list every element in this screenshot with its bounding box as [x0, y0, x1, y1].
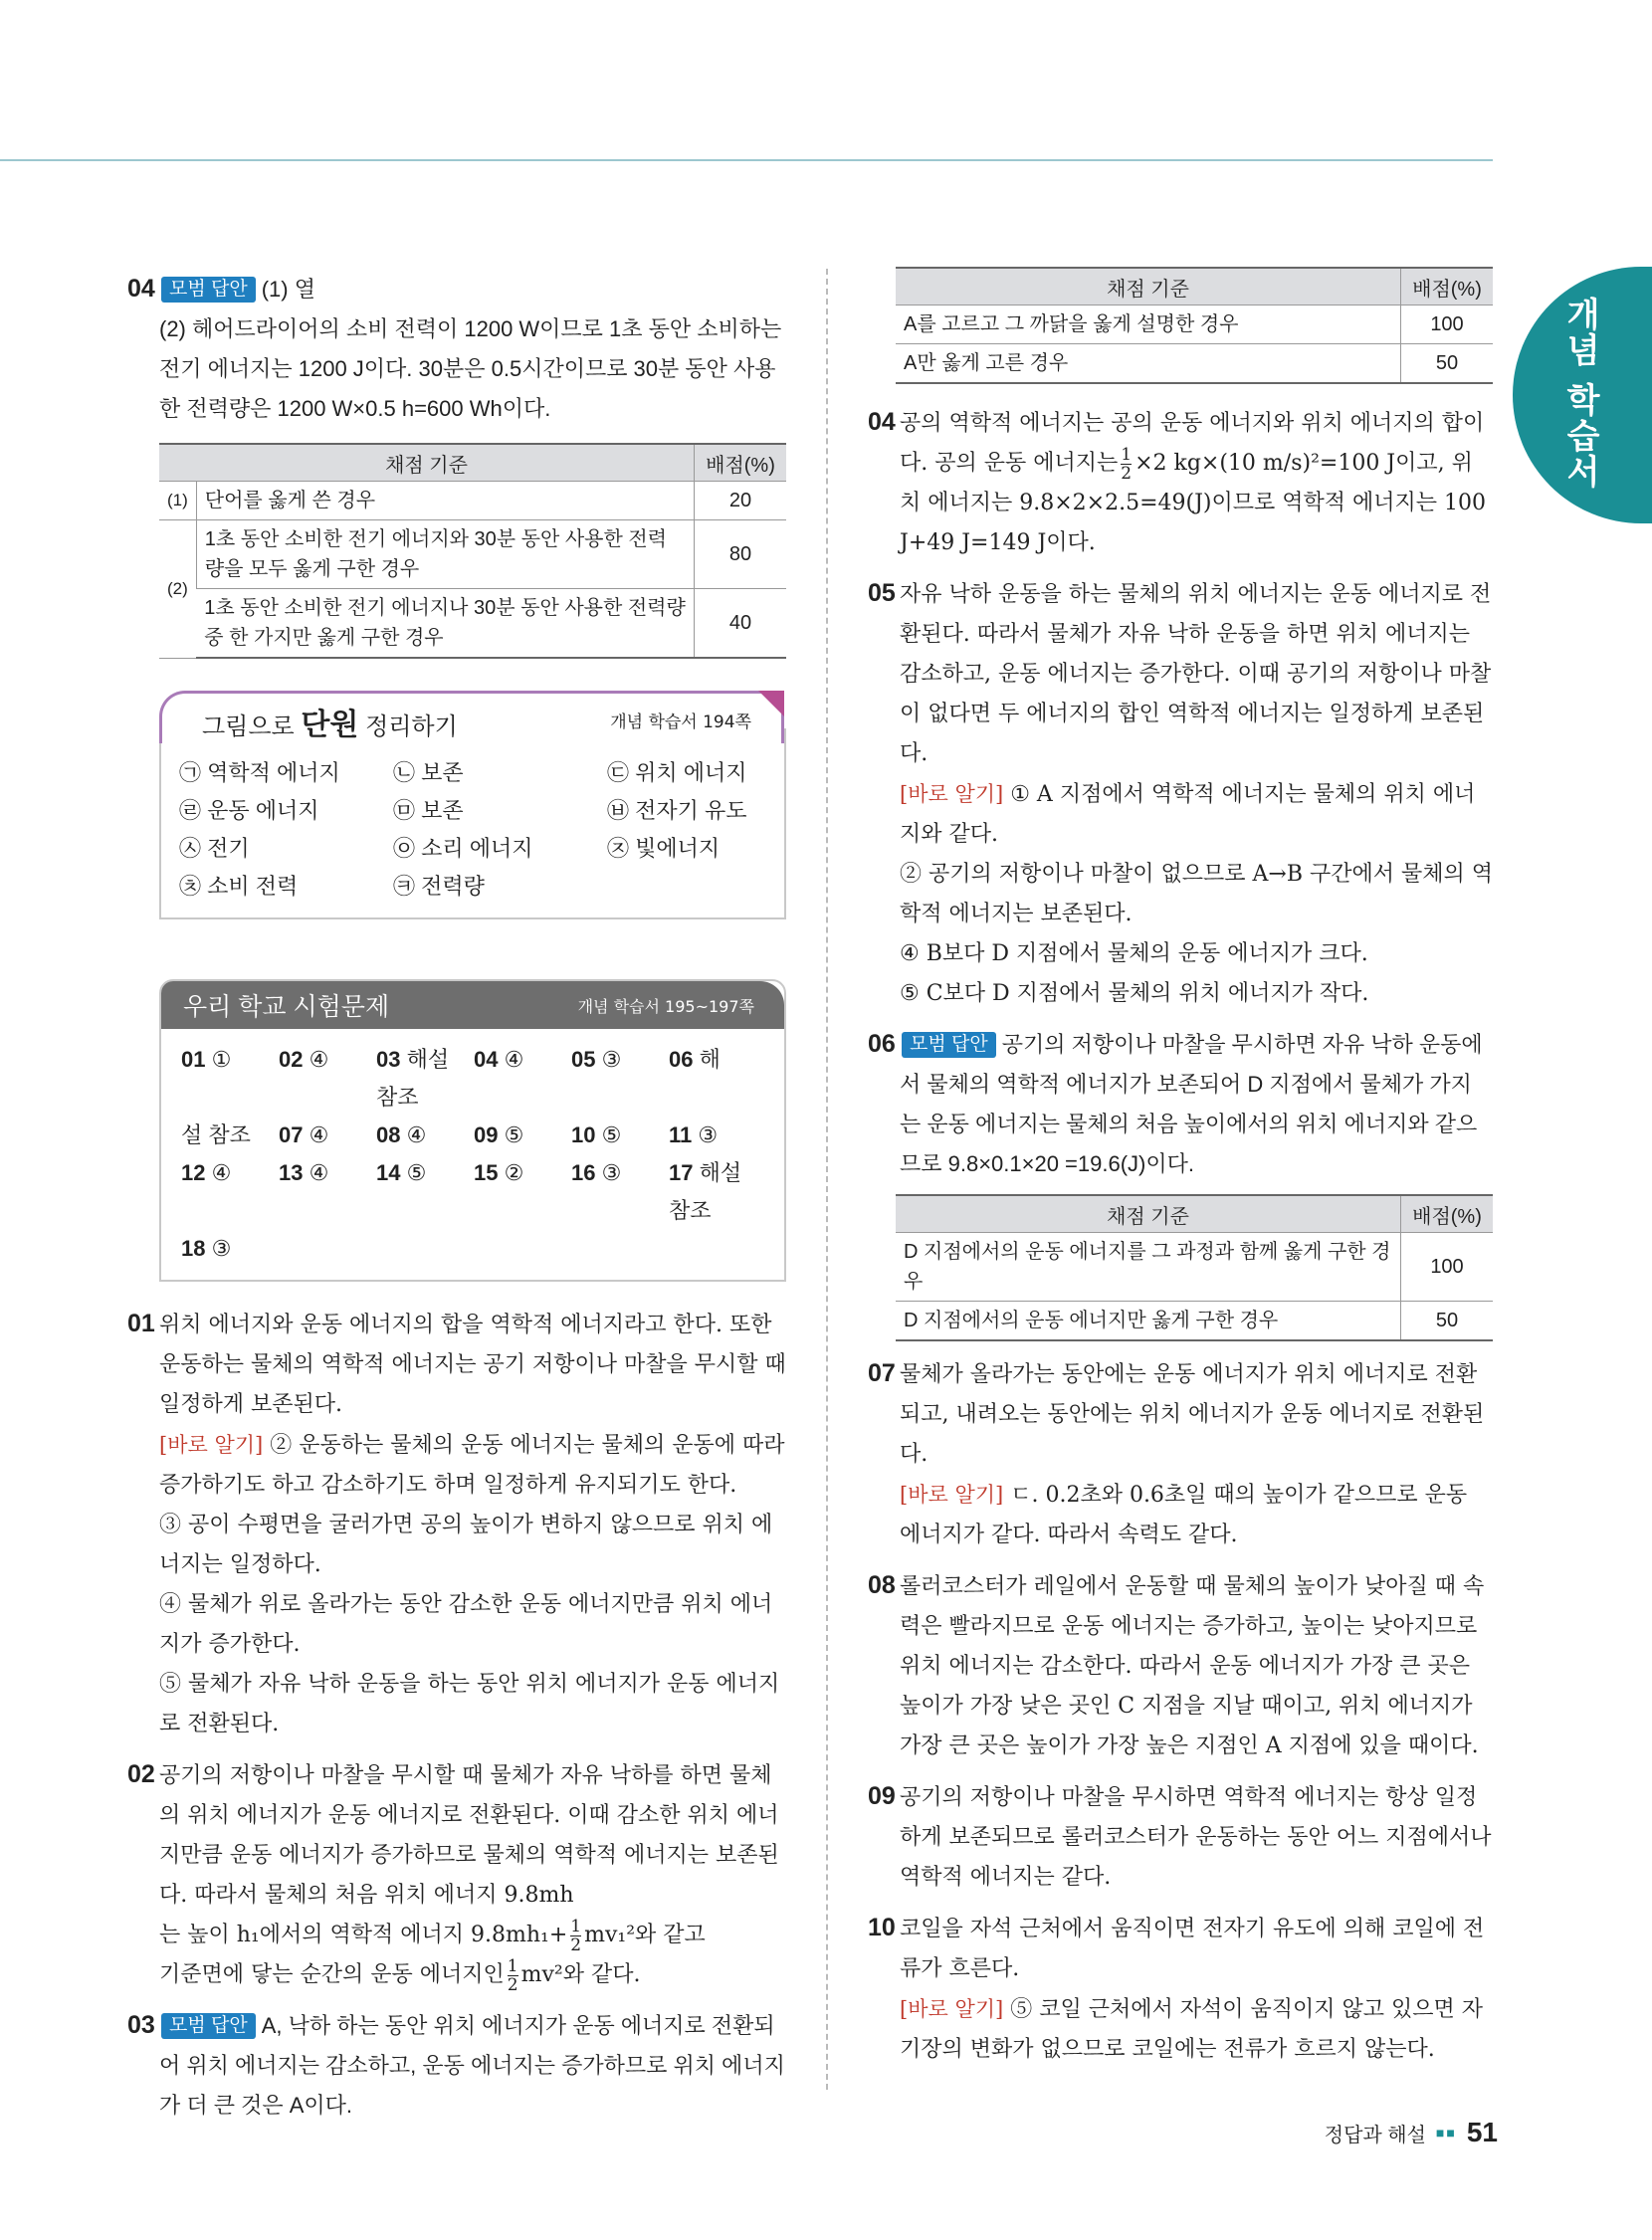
table-row: D 지점에서의 운동 에너지를 그 과정과 함께 옳게 구한 경우 100 — [896, 1233, 1493, 1302]
table-header: 채점 기준 — [896, 1195, 1401, 1233]
scoring-table — [896, 267, 1493, 384]
fraction: $\frac{1}{2}$ — [570, 1916, 582, 1955]
table-header: 배점(%) — [1401, 1195, 1494, 1233]
answer-key-item: 15 ② — [474, 1160, 524, 1185]
table-header: 배점(%) — [1401, 268, 1494, 305]
model-answer-badge: 모범 답안 — [161, 277, 256, 303]
header-rule — [0, 159, 1493, 161]
answer-03: 03 모범 답안 A, 낙하 하는 동안 위치 에너지가 운동 에너지로 전환되어 위치 에너지는 감소하고, 운동 에너지는 증가하므로 위치 에너지가 더 큰 것은 A이다. — [159, 2005, 786, 2126]
summary-item: ㉩ 소비 전력 — [179, 874, 299, 899]
unit-summary-box — [159, 709, 786, 919]
answer-key-item: 01 ① — [181, 1047, 232, 1072]
unit-summary-header — [159, 691, 784, 743]
right-column — [864, 267, 1493, 2080]
answer-02: 02 공기의 저항이나 마찰을 무시할 때 물체가 자유 낙하를 하면 물체의 위치 에너지가 운동 에너지로 전환된다. 이때 감소한 위치 에너지만큼 운동 에너지가 증가하므로 물체의 역학적 에너지는 보존된다. 따라서 물체의 처음 위치 에너지 9.8mh 는 높이 h₁에서의 역학적 에너지 9.8mh₁+ $\frac{1}{2}$ mv₁²와 같고 기준면에 닿는 순간의 운동 에너지인 $\frac{1}{2}$ mv²와 같다. — [159, 1754, 786, 1995]
question-number: 04 — [868, 408, 896, 436]
page-footer — [1325, 2117, 1498, 2148]
answer-key-grid — [161, 1029, 784, 1280]
summary-item: ㉪ 전력량 — [393, 874, 485, 899]
answer-key-item: 08 ④ — [376, 1122, 427, 1147]
question-number: 04 — [127, 275, 155, 303]
unit-summary-title: 그림으로 단원 정리하기 — [202, 709, 458, 741]
table-row: A를 고르고 그 까닭을 옳게 설명한 경우 100 — [896, 305, 1493, 344]
answer-07: 07 물체가 올라가는 동안에는 운동 에너지가 위치 에너지로 전환되고, 내려오는 동안에는 위치 에너지가 운동 에너지로 전환된다. [바로 알기] ㄷ. 0.2초와 0.6초일 때의 높이가 같으므로 운동 에너지가 같다. 따라서 속력도 같다. — [864, 1353, 1493, 1555]
model-answer-badge: 모범 답안 — [902, 1032, 996, 1058]
table-header: 채점 기준 — [896, 268, 1401, 305]
summary-item: ㉠ 역학적 에너지 — [179, 760, 340, 785]
summary-item: ㉥ 전자기 유도 — [607, 798, 747, 823]
summary-item: ㉡ 보존 — [393, 760, 464, 785]
fraction: $\frac{1}{2}$ — [507, 1955, 518, 1995]
fraction: $\frac{1}{2}$ — [1121, 444, 1133, 484]
question-number: 08 — [868, 1571, 896, 1599]
unit-summary-ref: 개념 학습서 194쪽 — [610, 713, 751, 732]
corner-flag-icon — [758, 691, 784, 716]
table-header: 배점(%) — [695, 444, 787, 482]
school-exam-box — [159, 979, 786, 1282]
scoring-table — [896, 1194, 1493, 1341]
answer-key-item: 03 해설 참조 — [376, 1047, 450, 1110]
column-divider — [826, 269, 828, 2090]
table-row: (2) 1초 동안 소비한 전기 에너지와 30분 동안 사용한 전력량을 모두 옳게 구한 경우 80 — [159, 520, 786, 589]
summary-item: ㉤ 보존 — [393, 798, 464, 823]
question-number: 03 — [127, 2011, 155, 2039]
table-row: (1) 단어를 옳게 쓴 경우 20 — [159, 482, 786, 520]
answer-line: (2) 헤어드라이어의 소비 전력이 1200 W이므로 1초 동안 소비하는 전기 에너지는 1200 J이다. 30분은 0.5시간이므로 30분 동안 사용한 전력량은 1200 W×0.5 h=600 Wh이다. — [159, 316, 782, 421]
correction-label: [바로 알기] — [159, 1433, 264, 1457]
summary-item: ㉦ 전기 — [179, 836, 250, 861]
summary-item: ㉧ 소리 에너지 — [393, 836, 533, 861]
school-exam-ref: 개념 학습서 195~197쪽 — [577, 996, 754, 1016]
unit-summary-grid — [161, 730, 784, 917]
question-number: 01 — [127, 1310, 155, 1337]
question-number: 10 — [868, 1914, 896, 1941]
correction-label: [바로 알기] — [900, 1997, 1004, 2021]
left-column — [127, 269, 786, 2136]
scoring-table — [159, 443, 786, 659]
question-number: 07 — [868, 1359, 896, 1387]
answer-key-item: 05 ③ — [571, 1047, 622, 1072]
answer-key-item: 02 ④ — [279, 1047, 329, 1072]
summary-item: ㉣ 운동 에너지 — [179, 798, 319, 823]
table-header: 채점 기준 — [159, 444, 695, 482]
answer-key-item: 16 ③ — [571, 1160, 622, 1185]
answer-10: 10 코일을 자석 근처에서 움직이면 전자기 유도에 의해 코일에 전류가 흐른다. [바로 알기] ⑤ 코일 근처에서 자석이 움직이지 않고 있으면 자기장의 변화가 없으므로 코일에는 전류가 흐르지 않는다. — [864, 1908, 1493, 2070]
answer-line: (1) 열 — [261, 277, 315, 302]
answer-06: 06 모범 답안 공기의 저항이나 마찰을 무시하면 자유 낙하 운동에서 물체의 역학적 에너지가 보존되어 D 지점에서 물체가 가지는 운동 에너지는 물체의 처음 높이에서의 위치 에너지와 같으므로 9.8×0.1×20 =19.6(J)이다. — [864, 1024, 1493, 1184]
answer-04 — [127, 269, 786, 659]
question-number: 09 — [868, 1782, 896, 1810]
summary-item: ㉨ 빛에너지 — [607, 836, 721, 861]
summary-item: ㉢ 위치 에너지 — [607, 760, 747, 785]
answer-key-item: 12 ④ — [181, 1160, 232, 1185]
answer-key-item: 04 ④ — [474, 1047, 524, 1072]
question-number: 02 — [127, 1760, 155, 1788]
answer-key-item: 06 해 — [669, 1047, 721, 1072]
answer-04-right: 04 공의 역학적 에너지는 공의 운동 에너지와 위치 에너지의 합이다. 공의 운동 에너지는 $\frac{1}{2}$ ×2 kg×(10 m/s)²=100 J이고, 위치 에너지는 9.8×2×2.5=49(J)이므로 역학적 에너지는 100 J+49 J=149 J이다. — [864, 402, 1493, 563]
school-exam-header — [161, 981, 784, 1029]
answer-key-item: 설 참조 — [181, 1122, 251, 1147]
answer-key-item: 14 ⑤ — [376, 1160, 427, 1185]
answer-08: 08 롤러코스터가 레일에서 운동할 때 물체의 높이가 낮아질 때 속력은 빨라지므로 운동 에너지는 증가하고, 높이는 낮아지므로 위치 에너지는 감소한다. 따라서 운동 에너지가 가장 큰 곳은 높이가 가장 낮은 곳인 C 지점을 지날 때이고, 위치 에너지가 가장 큰 곳은 높이가 가장 높은 지점인 A 지점에 있을 때이다. — [864, 1565, 1493, 1766]
question-number: 05 — [868, 579, 896, 607]
answer-key-item: 17 해설 참조 — [669, 1160, 742, 1223]
answer-key-item: 10 ⑤ — [571, 1122, 622, 1147]
correction-label: [바로 알기] — [900, 782, 1004, 806]
question-number: 06 — [868, 1030, 896, 1058]
footer-dots-icon: ■■ — [1435, 2125, 1457, 2140]
answer-key-item: 07 ④ — [279, 1122, 329, 1147]
answer-key-item: 09 ⑤ — [474, 1122, 524, 1147]
answer-key-item: 18 ③ — [181, 1236, 232, 1261]
side-tab-label: 개념 학습서 — [1559, 297, 1600, 490]
table-row: D 지점에서의 운동 에너지만 옳게 구한 경우 50 — [896, 1302, 1493, 1341]
school-exam-title: 우리 학교 시험문제 — [183, 993, 390, 1021]
footer-label: 정답과 해설 — [1324, 2124, 1426, 2146]
answer-key-item: 13 ④ — [279, 1160, 329, 1185]
table-row: 1초 동안 소비한 전기 에너지나 30분 동안 사용한 전력량 중 한 가지만 옳게 구한 경우 40 — [159, 589, 786, 659]
answer-05: 05 자유 낙하 운동을 하는 물체의 위치 에너지는 운동 에너지로 전환된다. 따라서 물체가 자유 낙하 운동을 하면 위치 에너지는 감소하고, 운동 에너지는 증가한다. 이때 공기의 저항이나 마찰이 없다면 두 에너지의 합인 역학적 에너지는 일정하게 보존된다. [바로 알기] ① A 지점에서 역학적 에너지는 물체의 위치 에너지와 같다. ② 공기의 저항이나 마찰이 없으므로 A→B 구간에서 물체의 역학적 에너지는 보존된다. ④ B보다 D 지점에서 물체의 운동 에너지가 크다. ⑤ C보다 D 지점에서 물체의 위치 에너지가 작다. — [864, 573, 1493, 1014]
model-answer-badge: 모범 답안 — [161, 2013, 256, 2039]
answer-09: 09 공기의 저항이나 마찰을 무시하면 역학적 에너지는 항상 일정하게 보존되므로 롤러코스터가 운동하는 동안 어느 지점에서나 역학적 에너지는 같다. — [864, 1776, 1493, 1898]
correction-label: [바로 알기] — [900, 1483, 1004, 1507]
table-row: A만 옳게 고른 경우 50 — [896, 344, 1493, 384]
answer-01: 01 위치 에너지와 운동 에너지의 합을 역학적 에너지라고 한다. 또한 운동하는 물체의 역학적 에너지는 공기 저항이나 마찰을 무시할 때 일정하게 보존된다. [바로 알기] ② 운동하는 물체의 운동 에너지는 물체의 운동에 따라 증가하기도 하고 감소하기도 하며 일정하게 유지되기도 한다. ③ 공이 수평면을 굴러가면 공의 높이가 변하지 않으므로 위치 에너지는 일정하다. ④ 물체가 위로 올라가는 동안 감소한 운동 에너지만큼 위치 에너지가 증가한다. ⑤ 물체가 자유 낙하 운동을 하는 동안 위치 에너지가 운동 에너지로 전환된다. — [159, 1304, 786, 1744]
page-number: 51 — [1466, 2117, 1498, 2147]
answer-key-item: 11 ③ — [669, 1122, 719, 1147]
